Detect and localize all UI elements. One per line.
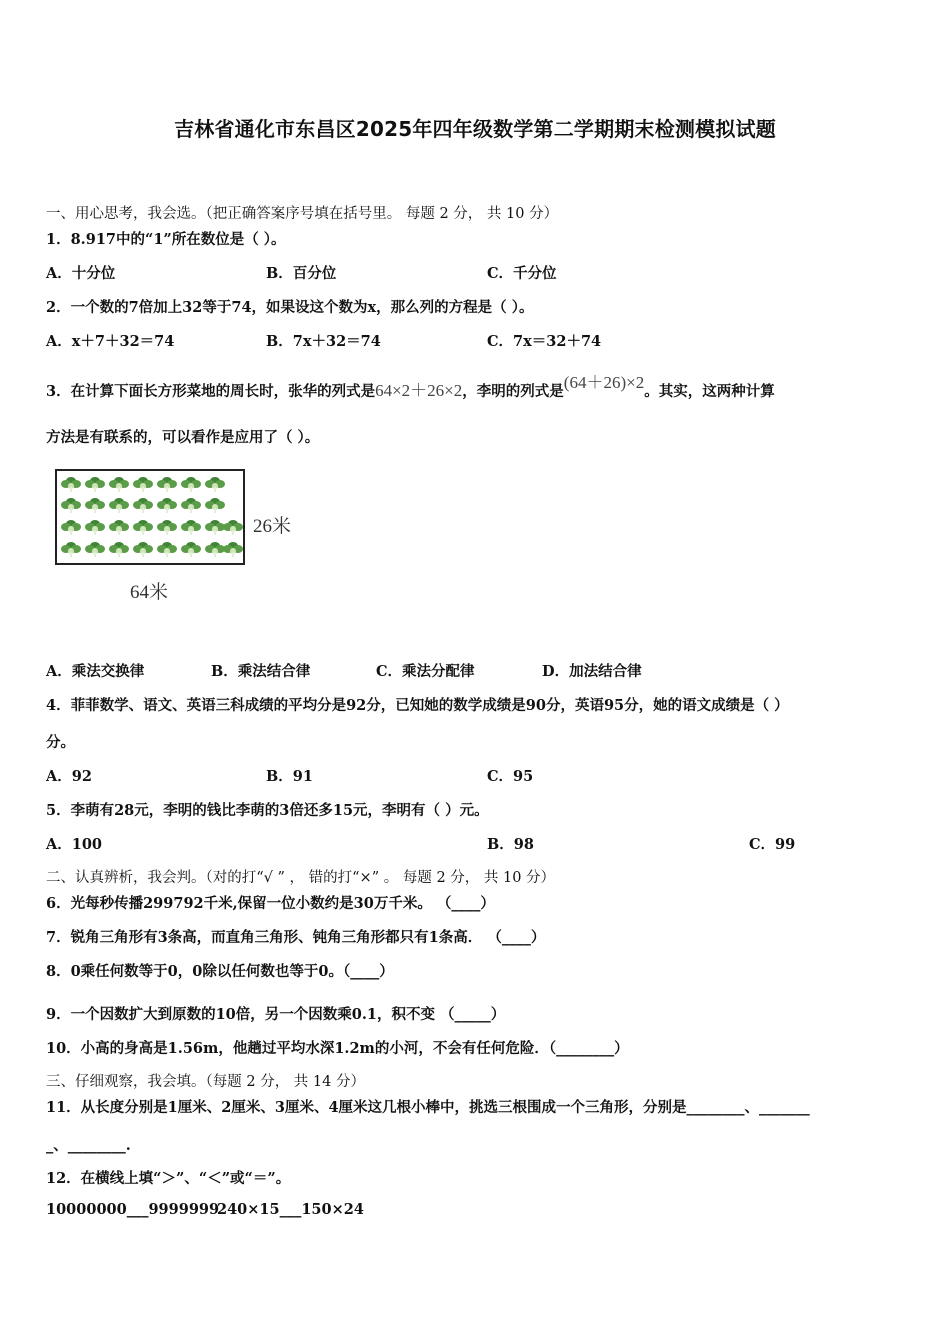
q2-option-c: C．7x＝32＋74: [487, 333, 602, 350]
question-3-line-2: 方法是有联系的，可以看作是应用了（ ）。: [46, 429, 320, 446]
question-1: 1．8.917中的“1”所在数位是（ ）。: [46, 231, 286, 248]
vegetable-plot-figure: [55, 469, 245, 565]
q2-option-b: B．7x＋32＝74: [266, 333, 381, 350]
question-3-line-1: [46, 373, 775, 401]
q1-option-b: B．百分位: [266, 265, 337, 282]
q2-option-a: A．x＋7＋32＝74: [46, 333, 175, 350]
q1-option-c: C．千分位: [487, 265, 557, 282]
question-7: 7．锐角三角形有3条高，而直角三角形、钝角三角形都只有1条高． （____）: [46, 929, 546, 946]
question-4-line-1: 4．菲菲数学、语文、英语三科成绩的平均分是92分，已知她的数学成绩是90分，英语95分，她的语文成绩是（ ）: [46, 697, 789, 714]
question-2: 2．一个数的7倍加上32等于74，如果设这个数为x，那么列的方程是（ ）。: [46, 299, 534, 316]
q3-option-b: B．乘法结合律: [211, 663, 311, 680]
figure-height-label: 26米: [253, 516, 292, 537]
q5-option-b: B．98: [487, 836, 534, 853]
q3-expr-1: 64×2＋26×2: [375, 381, 463, 400]
q3-text-a: 3．在计算下面长方形菜地的周长时，张华的列式是: [46, 383, 376, 400]
section-3-heading: 三、仔细观察，我会填。（每题 2 分， 共 14 分）: [46, 1074, 365, 1090]
q12-item-1: 10000000___9999999: [46, 1201, 220, 1218]
q3-expr-2: (64＋26)×2: [563, 373, 645, 392]
page-title: 吉林省通化市东昌区2025年四年级数学第二学期期末检测模拟试题: [174, 117, 776, 141]
question-11-line-1: 11．从长度分别是1厘米、2厘米、3厘米、4厘米这几根小棒中，挑选三根围成一个三角形，分别是________、_______: [46, 1099, 810, 1116]
q3-option-a: A．乘法交换律: [46, 663, 145, 680]
q4-option-b: B．91: [266, 768, 313, 785]
question-10: 10．小高的身高是1.56m，他趟过平均水深1.2m的小河，不会有任何危险．（________）: [46, 1040, 629, 1057]
question-5: 5．李萌有28元，李明的钱比李萌的3倍还多15元，李明有（ ）元。: [46, 802, 489, 819]
q5-option-a: A．100: [46, 836, 103, 853]
q3-text-c: 。其实，这两种计算: [644, 383, 775, 400]
q3-option-c: C．乘法分配律: [376, 663, 475, 680]
section-2-heading: 二、认真辨析，我会判。（对的打“√ ” ， 错的打“×” 。 每题 2 分， 共 10 分）: [46, 870, 556, 886]
q5-option-c: C．99: [749, 836, 796, 853]
q4-option-c: C．95: [487, 768, 534, 785]
vegetable-rows: [57, 471, 243, 563]
question-11-line-2: _、________.: [46, 1137, 131, 1154]
q1-option-a: A．十分位: [46, 265, 116, 282]
question-8: 8．0乘任何数等于0，0除以任何数也等于0。（____）: [46, 963, 394, 980]
q4-option-a: A．92: [46, 768, 92, 785]
figure-width-label: 64米: [130, 582, 169, 603]
q3-option-d: D．加法结合律: [542, 663, 642, 680]
vegetable-icon: [61, 477, 243, 557]
q12-item-2: 240×15___150×24: [217, 1201, 364, 1218]
question-6: 6．光每秒传播299792千米,保留一位小数约是30万千米。 （____）: [46, 895, 495, 912]
question-4-line-2: 分。: [46, 734, 75, 751]
q3-text-b: ，李明的列式是: [462, 383, 564, 400]
question-9: 9．一个因数扩大到原数的10倍，另一个因数乘0.1，积不变 （_____）: [46, 1006, 506, 1023]
section-1-heading: 一、用心思考，我会选。（把正确答案序号填在括号里。 每题 2 分， 共 10 分）: [46, 206, 559, 222]
question-12: 12．在横线上填“＞”、“＜”或“＝”。: [46, 1170, 291, 1187]
